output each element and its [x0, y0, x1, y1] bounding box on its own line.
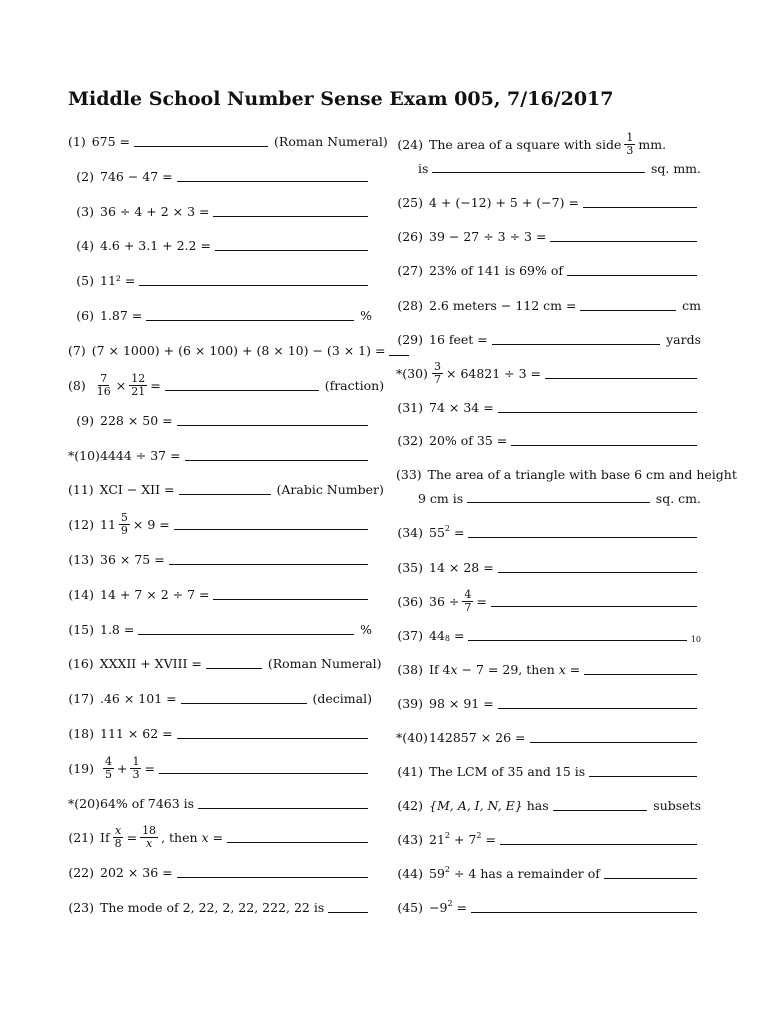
- answer-blank-31[interactable]: [498, 412, 697, 413]
- question-43: (43) 21 $^2$ + 7 $^2$ =: [396, 822, 701, 856]
- fraction: $\frac{4}{7}$: [464, 587, 472, 614]
- answer-blank-35[interactable]: [498, 572, 697, 573]
- answer-blank-23[interactable]: [328, 912, 368, 913]
- fraction: $\frac{x}{8}$: [114, 823, 122, 850]
- answer-blank-37[interactable]: [468, 640, 686, 641]
- page-title: Middle School Number Sense Exam 005, 7/16/2017: [68, 88, 614, 110]
- answer-blank-3[interactable]: [213, 216, 368, 217]
- question-20: *(20) 64% of 7463 is: [68, 786, 372, 820]
- answer-blank-16[interactable]: [206, 668, 262, 669]
- answer-blank-18[interactable]: [177, 738, 368, 739]
- question-24-line2: is sq. mm.: [418, 160, 701, 176]
- answer-blank-33[interactable]: [467, 502, 650, 503]
- question-5: (5) 11² =: [68, 263, 372, 297]
- answer-blank-9[interactable]: [177, 425, 368, 426]
- answer-blank-21[interactable]: [227, 842, 368, 843]
- question-8: (8) $\frac{7}{16}$ × $\frac{12}{21}$ = (fraction): [68, 371, 385, 398]
- fraction: $\frac{4}{5}$: [105, 754, 112, 781]
- answer-blank-24[interactable]: [432, 172, 645, 173]
- question-33: (33) The area of a triangle with base 6 cm and height: [396, 466, 737, 482]
- fraction: $\frac{1}{3}$: [626, 130, 634, 157]
- answer-blank-12[interactable]: [174, 529, 368, 530]
- answer-blank-4[interactable]: [215, 250, 368, 251]
- question-36: (36) 36 ÷ $\frac{4}{7}$ =: [396, 584, 701, 618]
- question-7: (7) (7 × 1000) + (6 × 100) + (8 × 10) − (3 × 1) =: [68, 333, 372, 367]
- answer-blank-14[interactable]: [213, 599, 368, 600]
- question-18: (18) 111 × 62 =: [68, 716, 372, 750]
- question-22: (22) 202 × 36 =: [68, 855, 372, 889]
- answer-blank-34[interactable]: [468, 537, 697, 538]
- answer-blank-11[interactable]: [179, 494, 271, 495]
- question-21: (21) If $\frac{x}{8}$ = $\frac{18}{x}$ , then x =: [68, 820, 372, 854]
- answer-blank-29[interactable]: [492, 344, 660, 345]
- answer-blank-39[interactable]: [498, 708, 697, 709]
- question-39: (39) 98 × 91 =: [396, 686, 701, 720]
- question-34: (34) 55 $^2$ =: [396, 515, 701, 549]
- answer-blank-20[interactable]: [198, 808, 368, 809]
- question-27: (27) 23% of 141 is 69% of: [396, 253, 701, 287]
- fraction: $\frac{12}{21}$: [131, 371, 146, 398]
- question-2: (2) 746 − 47 =: [68, 159, 372, 193]
- answer-blank-19[interactable]: [159, 773, 368, 774]
- answer-blank-30[interactable]: [545, 378, 697, 379]
- question-40: *(40) 142857 × 26 =: [396, 720, 701, 754]
- question-24: (24) The area of a square with side $\frac{1}{3}$ mm.: [397, 130, 667, 157]
- answer-blank-10[interactable]: [185, 460, 368, 461]
- answer-blank-17[interactable]: [181, 703, 307, 704]
- question-38: (38) If 4 x − 7 = 29, then x =: [396, 652, 701, 686]
- question-41: (41) The LCM of 35 and 15 is: [396, 754, 701, 788]
- question-32: (32) 20% of 35 =: [396, 423, 701, 457]
- fraction: $\frac{5}{9}$: [120, 510, 128, 537]
- question-9: (9) 228 × 50 =: [68, 403, 372, 437]
- fraction: $\frac{3}{7}$: [434, 359, 441, 386]
- question-29: (29) 16 feet = yards: [397, 331, 701, 347]
- answer-blank-40[interactable]: [530, 742, 698, 743]
- answer-blank-43[interactable]: [500, 844, 697, 845]
- answer-blank-25[interactable]: [583, 207, 697, 208]
- question-31: (31) 74 × 34 =: [396, 390, 701, 424]
- answer-blank-1[interactable]: [134, 146, 268, 147]
- fraction: $\frac{1}{3}$: [132, 754, 140, 781]
- question-6: (6) 1.87 = %: [76, 307, 372, 323]
- answer-blank-26[interactable]: [550, 241, 697, 242]
- answer-blank-13[interactable]: [169, 564, 368, 565]
- question-15: (15) 1.8 = %: [68, 621, 372, 637]
- answer-blank-28[interactable]: [580, 310, 676, 311]
- answer-blank-32[interactable]: [511, 445, 697, 446]
- answer-blank-38[interactable]: [584, 674, 697, 675]
- question-17: (17) .46 × 101 = (decimal): [68, 690, 372, 706]
- question-35: (35) 14 × 28 =: [396, 550, 701, 584]
- answer-blank-22[interactable]: [177, 877, 368, 878]
- answer-blank-42[interactable]: [553, 810, 648, 811]
- answer-blank-5[interactable]: [139, 285, 368, 286]
- answer-blank-45[interactable]: [471, 912, 697, 913]
- question-10: *(10) 4444 ÷ 37 =: [68, 438, 372, 472]
- question-30: *(30) $\frac{3}{7}$ × 64821 ÷ 3 =: [396, 356, 701, 390]
- question-44: (44) 59 $^2$ ÷ 4 has a remainder of: [396, 856, 701, 890]
- question-28: (28) 2.6 meters − 112 cm = cm: [397, 297, 701, 313]
- fraction: $\frac{18}{x}$: [142, 823, 157, 850]
- answer-blank-36[interactable]: [491, 606, 697, 607]
- question-3: (3) 36 ÷ 4 + 2 × 3 =: [68, 194, 372, 228]
- answer-blank-27[interactable]: [567, 275, 697, 276]
- answer-blank-41[interactable]: [589, 776, 697, 777]
- answer-blank-44[interactable]: [604, 878, 697, 879]
- answer-blank-15[interactable]: [138, 634, 354, 635]
- question-45: (45) −9 $^2$ =: [396, 890, 701, 924]
- answer-blank-6[interactable]: [146, 320, 354, 321]
- question-12: (12) 11 $\frac{5}{9}$ × 9 =: [68, 507, 372, 541]
- question-26: (26) 39 − 27 ÷ 3 ÷ 3 =: [396, 219, 701, 253]
- question-33-line2: 9 cm is sq. cm.: [418, 490, 701, 506]
- answer-blank-2[interactable]: [177, 181, 368, 182]
- question-42: (42) {M, A, I, N, E} has subsets: [397, 797, 701, 813]
- question-23: (23) The mode of 2, 22, 2, 22, 222, 22 is: [68, 890, 372, 924]
- question-37: (37) 44 $_8$ = 10: [397, 627, 701, 644]
- question-25: (25) 4 + (−12) + 5 + (−7) =: [396, 185, 701, 219]
- answer-blank-8[interactable]: [165, 390, 319, 391]
- question-16: (16) XXXII + XVIII = (Roman Numeral): [68, 655, 382, 671]
- fraction: $\frac{7}{16}$: [96, 371, 111, 398]
- question-14: (14) 14 + 7 × 2 ÷ 7 =: [68, 577, 372, 611]
- question-4: (4) 4.6 + 3.1 + 2.2 =: [68, 228, 372, 262]
- question-11: (11) XCI − XII = (Arabic Number): [68, 481, 384, 497]
- question-1: (1) 675 = (Roman Numeral): [68, 133, 388, 149]
- question-13: (13) 36 × 75 =: [68, 542, 372, 576]
- question-19: (19) $\frac{4}{5}$ + $\frac{1}{3}$ =: [68, 751, 372, 785]
